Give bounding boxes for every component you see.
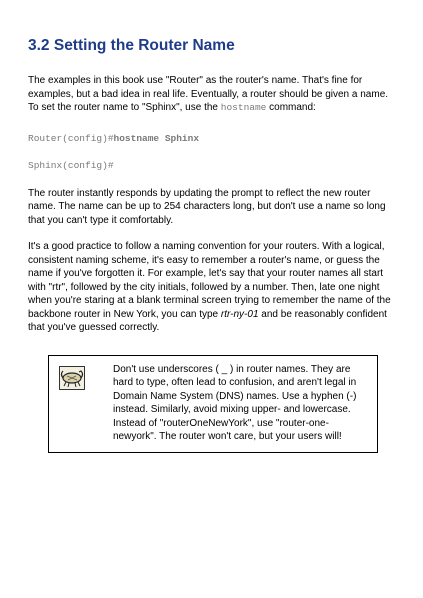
paragraph-3-after: and be reasonably confident that you've guessed correctly.	[28, 308, 387, 333]
warning-note-box	[48, 355, 378, 453]
intro-paragraph	[28, 74, 398, 115]
inline-command: hostname	[220, 102, 267, 113]
scorpion-warning-icon	[59, 366, 85, 390]
code-prompt-2: Sphinx(config)#	[28, 159, 114, 171]
code-command: hostname Sphinx	[113, 132, 200, 144]
code-line-1	[28, 132, 398, 145]
example-router-name: rtr-ny-01	[220, 308, 259, 320]
code-prompt-1: Router(config)#	[28, 132, 114, 144]
paragraph-2: The router instantly responds by updating the prompt to reflect the new router name. The name can be up to 254 characters long, but don't use a name so long that you can't type it comfortably.	[28, 187, 386, 226]
paragraph-3	[28, 240, 398, 335]
intro-text-after: command:	[266, 102, 316, 113]
note-text: Don't use underscores ( _ ) in router names. They are hard to type, often lead to confusion, and aren't legal in Domain Name System (DNS) names. Use a hyphen (-) instead. Similarly, avoid mixing upper- and lowercase. Instead of "routerOneNewYork", use "router-one-newyork". The router won't care, but your users will!	[113, 363, 357, 442]
section-title: 3.2 Setting the Router Name	[28, 37, 235, 54]
page	[28, 36, 398, 453]
intro-text-before: The examples in this book use "Router" as the router's name. That's fine for examples, but a bad idea in real life. Eventually, a router should be given a name. To set the router name to "Sphinx", use the	[28, 75, 389, 113]
paragraph-3-before: It's a good practice to follow a naming convention for your routers. With a logical, consistent naming scheme, it's easy to remember a router's name, or guess the name if you've forgotten it. For example, let's say that your router names all start with "rtr", followed by the city initials, followed by a number. Then, late one night when you're staring at a blank terminal screen trying to remember the name of the backbone router in New York, you can type	[28, 241, 391, 320]
code-line-2	[28, 159, 398, 172]
